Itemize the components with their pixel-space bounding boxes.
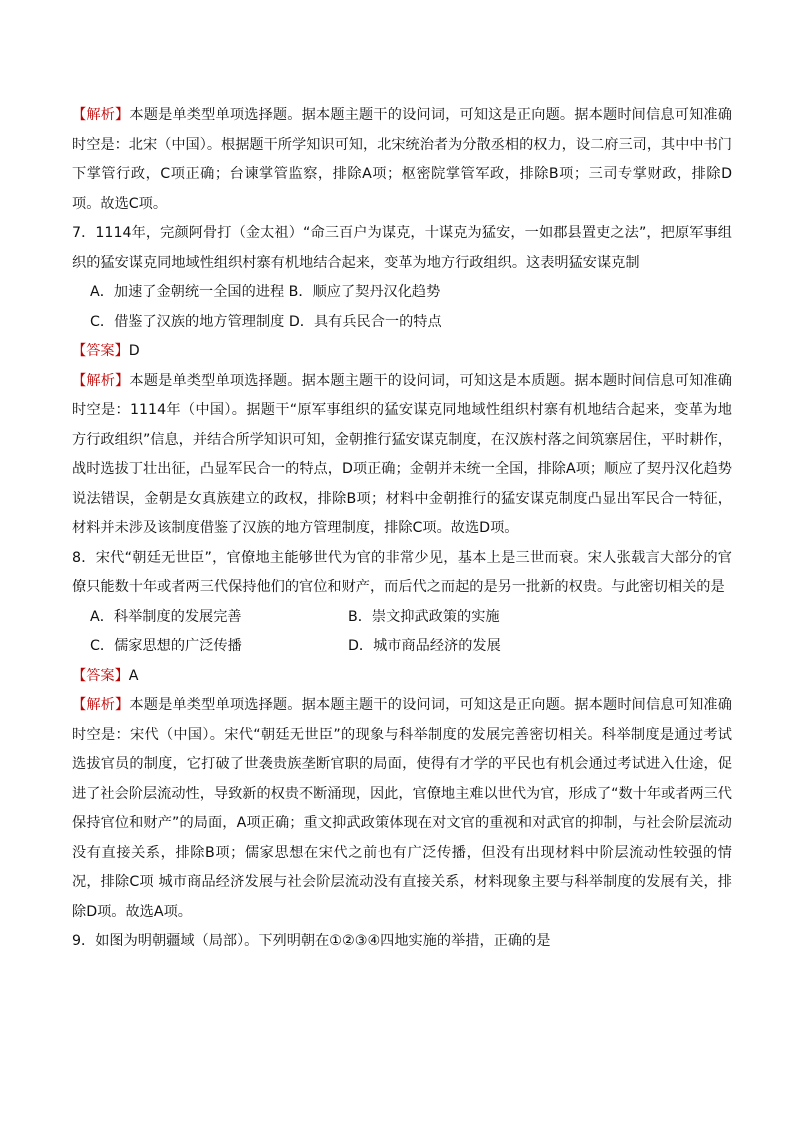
analysis-text: 本题是单类型单项选择题。据本题主题干的设问词，可知这是正向题。据本题时间信息可知准确时空是：宋代（中国）。宋代“朝廷无世臣”的现象与科举制度的发展完善密切相关。科举制度是通过考试选拔官员的制度，它打破了世袭贵族垄断官职的局面，使得有才学的平民也有机会通过考试进入仕途，促进了社会阶层流动性，导致新的权贵不断涌现，因此，官僚地主难以世代为官，形成了“数十年或者两三代保持官位和财产”的局面，A项正确；重文抑武政策体现在对文官的重视和对武官的抑制，与社会阶层流动没有直接关系，排除B项；儒家思想在宋代之前也有广泛传播，但没有出现材料中阶层流动性较强的情况，排除C项 城市商品经济发展与社会阶层流动没有直接关系，材料现象主要与科举制度的发展有关，排除D项。故选A项。	[72, 697, 732, 920]
option-d: D．城市商品经济的发展	[348, 638, 501, 654]
answer-value: D	[128, 343, 140, 359]
answer-label: 【答案】	[72, 667, 129, 684]
option-c: C．儒家思想的广泛传播	[90, 638, 242, 654]
question-text: 9．如图为明朝疆域（局部）。下列明朝在①②③④四地实施的举措，正确的是	[72, 933, 551, 949]
answer-value: A	[128, 667, 139, 684]
document-content	[72, 101, 732, 957]
answer-paragraph-q7	[72, 337, 732, 367]
analysis-paragraph-q7	[72, 367, 732, 544]
analysis-label: 【解析】	[72, 697, 130, 713]
question-7-stem	[72, 219, 732, 278]
option-b: B．崇文抑武政策的实施	[348, 608, 500, 625]
question-7-options-row-1: A．加速了金朝统一全国的进程 B．顺应了契丹汉化趋势	[90, 284, 441, 300]
analysis-text: 本题是单类型单项选择题。据本题主题干的设问词，可知这是正向题。据本题时间信息可知准确时空是：北宋（中国）。根据题干所学知识可知，北宋统治者为分散丞相的权力，设二府三司，其中中书门下掌管行政，C项正确；台谏掌管监察，排除A项；枢密院掌管军政，排除B项；三司专掌财政，排除D项。故选C项。	[72, 107, 732, 212]
question-8-stem	[72, 544, 732, 603]
analysis-text: 本题是单类型单项选择题。据本题主题干的设问词，可知这是本质题。据本题时间信息可知准确时空是：1114年（中国）。据题干“原军事组织的猛安谋克同地域性组织村寨有机地结合起来，变革为地方行政组织”信息，并结合所学知识可知，金朝推行猛安谋克制度，在汉族村落之间筑寨居住，平时耕作，战时选拔丁壮出征，凸显军民合一的特点，D项正确；金朝并未统一全国，排除A项；顺应了契丹汉化趋势说法错误，金朝是女真族建立的政权，排除B项；材料中金朝推行的猛安谋克制度凸显出军民合一特征，材料并未涉及该制度借鉴了汉族的地方管理制度，排除C项。故选D项。	[72, 372, 732, 536]
analysis-paragraph-q6	[72, 101, 732, 219]
analysis-label: 【解析】	[72, 107, 130, 123]
answer-paragraph-q8	[72, 662, 732, 692]
analysis-paragraph-q8	[72, 691, 732, 927]
answer-label: 【答案】	[72, 343, 129, 359]
question-8-options	[72, 603, 732, 662]
analysis-label: 【解析】	[72, 372, 130, 389]
question-text: 8．宋代“朝廷无世臣”，官僚地主能够世代为官的非常少见，基本上是三世而衰。宋人张载言大部分的官僚只能数十年或者两三代保持他们的官位和财产，而后代之而起的是另一批新的权贵。与此密切相关的是	[72, 549, 732, 595]
question-9-stem	[72, 927, 732, 957]
question-text: 7．1114年，完颜阿骨打（金太祖）“命三百户为谋克，十谋克为猛安，一如郡县置吏之法”，把原军事组织的猛安谋克同地域性组织村寨有机地结合起来，变革为地方行政组织。这表明猛安谋克制	[72, 225, 732, 271]
option-a: A．科举制度的发展完善	[90, 608, 242, 625]
question-7-options-row-2: C．借鉴了汉族的地方管理制度 D．具有兵民合一的特点	[90, 313, 442, 330]
